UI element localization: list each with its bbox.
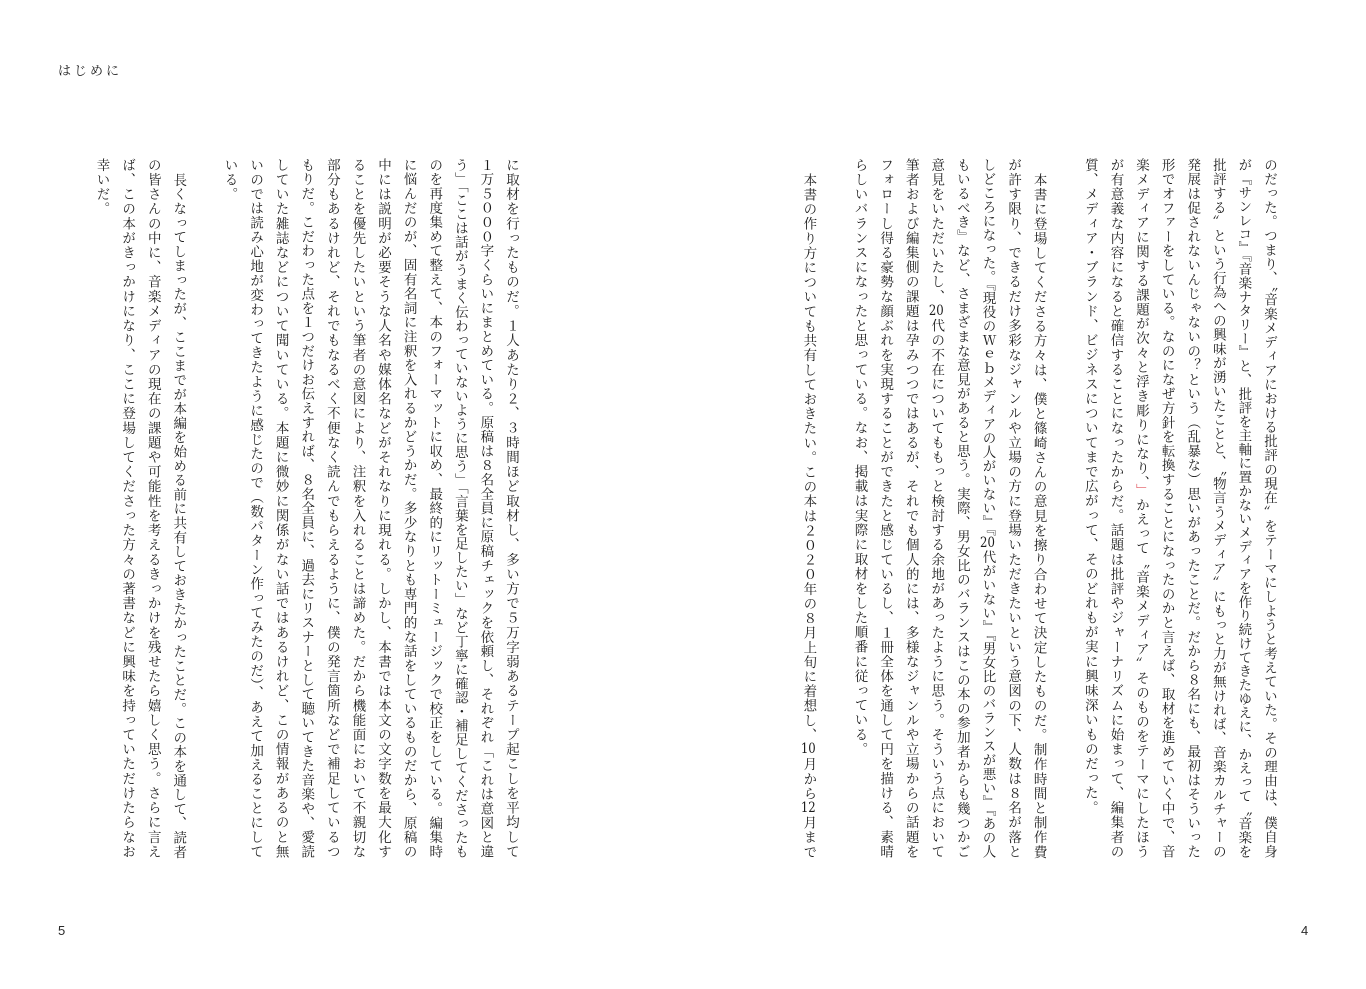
text-column: １万５０００字くらいにまとめている。原稿は８名全員に原稿チェックを依頼し、それぞれ「これは意図と違 — [477, 158, 494, 858]
text-column: 本書に登場してくださる方々は、僕と篠崎さんの意見を擦り合わせて決定したものだ。制作時間と制作費 — [1030, 172, 1047, 858]
text-column: が有意義な内容になると確信することになったからだ。話題は批評やジャーナリズムに始まって、編集者の — [1107, 158, 1124, 858]
text-column — [1127, 158, 1153, 858]
text-column: 中には説明が必要そうな人名や媒体名などがそれなりに現れる。しかし、本書では本文の文字数を最大化す — [375, 158, 392, 859]
text-column: もりだ。こだわった点を１つだけお伝えすれば、８名全員に、過去にリスナーとして聴いてきた音楽や、愛読 — [298, 158, 315, 858]
tate-chu-yoko-number: 12 — [800, 800, 816, 815]
text-column: 批評する〟という行為への興味が湧いたことと、〝物言うメディア〟にもっと力が無ければ、音楽カルチャーの — [1209, 158, 1226, 858]
text-column: していた雑誌などについて聞いている。本題に微妙に関係がない話ではあるけれど、この情報があるのと無 — [272, 158, 289, 858]
text-column: いる。 — [221, 158, 238, 202]
paragraph — [216, 158, 523, 858]
text-segment: 楽メディアに関する課題が次々と浮き彫りになり、 — [1133, 158, 1150, 484]
text-column: 本書の作り方についても共有しておきたい。この本は２０２０年の８月上旬に着想し、10月から12月まで — [800, 172, 817, 858]
paragraph-gap — [190, 158, 216, 858]
text-segment: かえって〝音楽メディア〟そのものをテーマにしたほう — [1133, 497, 1150, 859]
section-header: はじめに — [58, 64, 123, 79]
text-column: しどころになった。『現役のＷｅｂメディアの人がいない』『20代がいない』『男女比のバランスが悪い』『あの人 — [979, 158, 996, 859]
text-column: に取材を行ったものだ。１人あたり２、３時間ほど取材し、多い方で５万字弱あるテープ起こしを平均して — [503, 158, 519, 859]
text-column: う」「ここは話がうまく伝わっていないように思う」「言葉を足したい」など丁寧に確認・補足してくださったも — [451, 158, 468, 858]
text-column: フォローし得る豪勢な顔ぶれを実現することができたと感じているし、１冊全体を通して円を描ける、素晴 — [877, 158, 894, 858]
right-page-body — [795, 158, 1281, 858]
text-column: 幸いだ。 — [93, 158, 110, 217]
text-column: いのでは読み心地が変わってきたように感じたので（数パターン作ってみたのだ）、あえて加えることにして — [247, 158, 264, 858]
text-column: 長くなってしまったが、ここまでが本編を始める前に共有しておきたかったことだ。この本を通して、読者 — [170, 172, 187, 859]
text-column: のだった。つまり、〝音楽メディアにおける批評の現在〟をテーマにしようと考えていた。その理由は、僕自身 — [1261, 158, 1277, 858]
edit-mark: 」 — [1133, 483, 1150, 498]
text-column: もいるべき』など、さまざまな意見があると思う。実際、男女比のバランスはこの本の参加者からも幾つかご — [953, 158, 970, 858]
text-column: らしいバランスになったと思っている。なお、掲載は実際に取材をした順番に従っている。 — [851, 158, 868, 757]
text-column: 意見をいただいたし、20代の不在についてももっと検討する余地があったように思う。そういう点において — [928, 158, 945, 859]
text-column: に悩んだのが、固有名詞に注釈を入れるかどうかだ。多少なりとも専門的な話をしているものだから、原稿の — [400, 158, 417, 858]
paragraph-gap — [820, 158, 846, 858]
text-column: 形でオファーをしている。なのになぜ方針を転換することになったのかと言えば、取材を進めていく中で、音 — [1158, 158, 1175, 858]
paragraph-gap — [1051, 158, 1077, 858]
tate-chu-yoko-number: 10 — [800, 742, 816, 756]
text-column: のを再度集めて整えて、本のフォーマットに収め、最終的にリットーミュージックで校正をしている。編集時 — [426, 158, 443, 858]
text-column: が許す限り、できるだけ多彩なジャンルや立場の方に登場いただきたいという意図の下、人数は８名が落と — [1005, 158, 1022, 859]
paragraph — [846, 158, 1051, 858]
paragraph — [795, 158, 821, 858]
left-page-body — [88, 158, 523, 858]
text-column: 部分もあるけれど、それでもなるべく不便なく読んでもらえるように、僕の発言箇所などで補足しているつ — [323, 158, 340, 858]
text-column: ることを優先したいという筆者の意図により、注釈を入れることは諦めた。だから機能面において不親切な — [349, 158, 366, 858]
text-column: 筆者および編集側の課題は孕みつつではあるが、それでも個人的には、多様なジャンルや立場からの話題を — [902, 158, 919, 858]
text-column: 発展は促されないんじゃないの？という（乱暴な）思いがあったことだ。だから８名にも、最初はそういった — [1184, 158, 1201, 858]
paragraph — [88, 158, 190, 858]
text-column: ば、この本がきっかけになり、ここに登場してくださった方々の著書などに興味を持っていただけたらなお — [119, 158, 136, 858]
text-column: が『サンレコ』『音楽ナタリー』と、批評を主軸に置かないメディアを作り続けてきたゆえに、かえって〝音楽を — [1235, 158, 1252, 858]
text-column: 質、メディア・ブランド、ビジネスについてまで広がって、そのどれもが実に興味深いものだった。 — [1081, 158, 1098, 815]
tate-chu-yoko-number: 20 — [980, 536, 995, 550]
paragraph — [1076, 158, 1281, 858]
tate-chu-yoko-number: 20 — [928, 304, 944, 318]
text-column: の皆さんの中に、音楽メディアの現在の課題や可能性を考えるきっかけを残せたら嬉しく思う。さらに言え — [144, 158, 161, 858]
page-number-left: 5 — [58, 923, 66, 938]
page-number-right: 4 — [1301, 923, 1309, 938]
